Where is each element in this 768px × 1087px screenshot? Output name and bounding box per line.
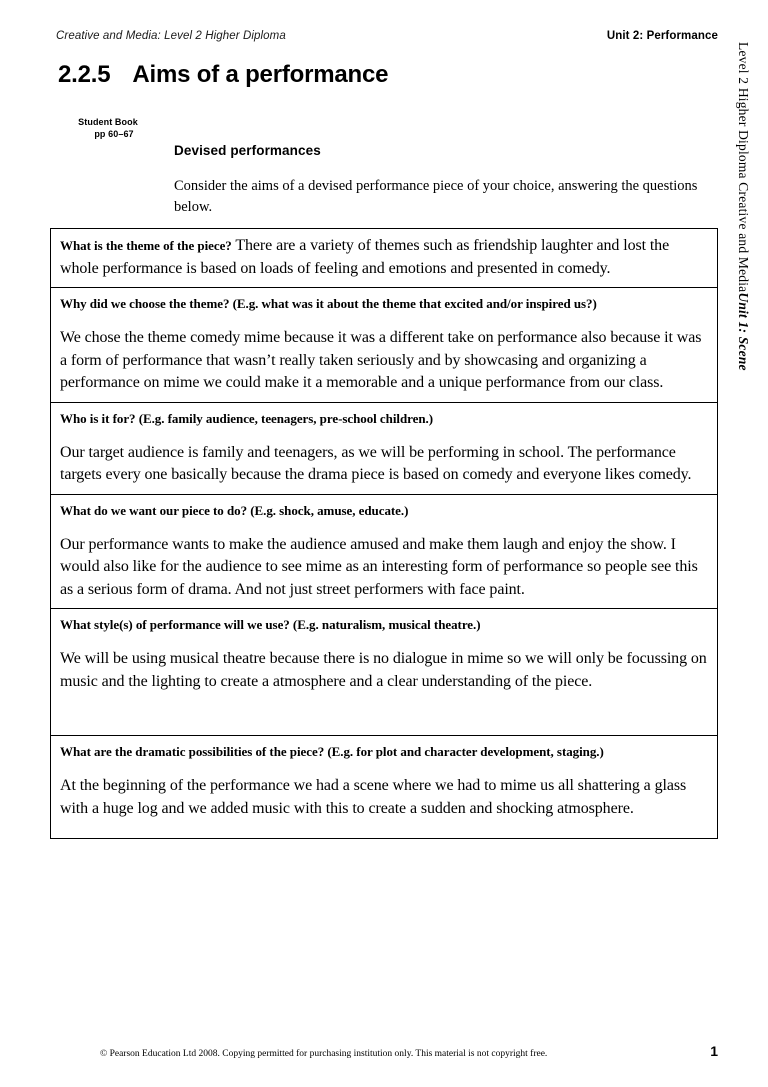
running-header — [56, 30, 718, 42]
worksheet-answer[interactable]: Our performance wants to make the audience amused and make them laugh and enjoy the show. I would also like for the audience to see mime as an interesting form of performance so people see this as a serious form of drama. And not just street performers with face paint. — [60, 535, 698, 598]
header-unit-title: Unit 2: Performance — [606, 30, 718, 42]
header-course-title: Creative and Media: Level 2 Higher Diploma — [56, 30, 286, 42]
intro-body: Consider the aims of a devised performance piece of your choice, answering the questions below. — [174, 178, 698, 215]
page-footer — [56, 1043, 718, 1059]
worksheet-question: Who is it for? (E.g. family audience, teenagers, pre-school children.) — [60, 410, 433, 426]
worksheet-row[interactable] — [51, 736, 717, 839]
page-number: 1 — [710, 1043, 718, 1059]
worksheet-answer[interactable]: Our target audience is family and teenagers, as we will be performing in school. The performance targets every one basically because the drama piece is based on comedy and everyone likes comedy. — [60, 443, 692, 483]
worksheet-question: What are the dramatic possibilities of the piece? (E.g. for plot and character development, staging.) — [60, 744, 604, 759]
intro-block — [174, 143, 720, 218]
worksheet-question: What is the theme of the piece? — [60, 238, 232, 253]
side-tab-course: Level 2 Higher Diploma Creative and Media — [736, 42, 751, 293]
page-title-number: 2.2.5 — [58, 61, 111, 88]
copyright-notice: © Pearson Education Ltd 2008. Copying permitted for purchasing institution only. This material is not copyright free. — [100, 1049, 548, 1059]
student-book-pages: pp 60–67 — [94, 129, 134, 139]
worksheet-row[interactable] — [51, 403, 717, 495]
worksheet-row[interactable] — [51, 288, 717, 403]
worksheet-answer[interactable]: At the beginning of the performance we had a scene where we had to mime us all shattering a glass with a huge log and we added music with this to create a sudden and shocking atmosphere. — [60, 777, 687, 817]
worksheet-row[interactable] — [51, 229, 717, 288]
student-book-label: Student Book — [78, 117, 138, 127]
worksheet-answer[interactable]: We chose the theme comedy mime because it was a different take on performance also because it was a form of performance that wasn’t really taken seriously and by showcasing and organizing a performance on mime we could make it a memorable and a unique performance from our class. — [60, 329, 702, 391]
worksheet-row[interactable] — [51, 609, 717, 736]
worksheet-answer[interactable]: There are a variety of themes such as friendship laughter and lost the whole performance is based on loads of feeling and emotions and presented in comedy. — [60, 237, 670, 277]
worksheet-question: Why did we choose the theme? (E.g. what was it about the theme that excited and/or inspired us?) — [60, 296, 597, 311]
intro-heading: Devised performances — [174, 143, 321, 158]
page-title-text: Aims of a performance — [132, 61, 389, 88]
worksheet-table — [50, 228, 718, 839]
side-tab — [731, 42, 755, 462]
student-book-reference — [56, 116, 160, 140]
page-title — [58, 61, 388, 89]
worksheet-question: What do we want our piece to do? (E.g. shock, amuse, educate.) — [60, 502, 409, 518]
worksheet-question: What style(s) of performance will we use? (E.g. naturalism, musical theatre.) — [60, 617, 481, 632]
worksheet-row[interactable] — [51, 495, 717, 610]
side-tab-unit: Unit 1: Scene — [736, 292, 751, 371]
worksheet-answer[interactable]: We will be using musical theatre because there is no dialogue in mime so we will only be focussing on music and the lighting to create a atmosphere and a clear understanding of the piece. — [60, 650, 707, 690]
